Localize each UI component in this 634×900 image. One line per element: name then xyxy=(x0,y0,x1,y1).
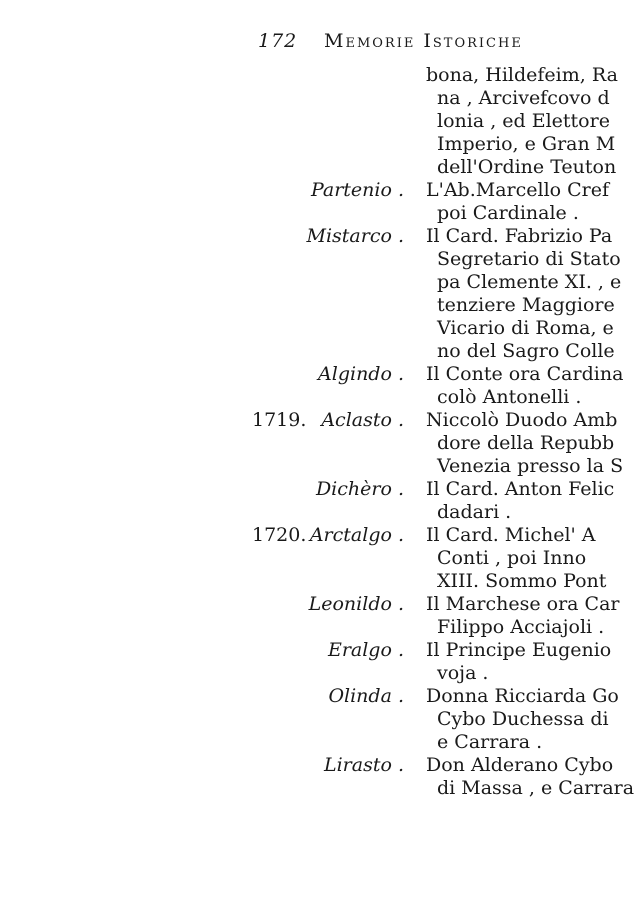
description-line: dadari . xyxy=(437,501,512,523)
description-line: L'Ab.Marcello Cref xyxy=(426,179,610,201)
description-line: bona, Hildefeim, Ra xyxy=(426,64,618,86)
entry-pseudonym: Aclasto . xyxy=(321,409,404,431)
entry-description xyxy=(426,639,612,685)
entry-pseudonym: Eralgo . xyxy=(327,639,404,661)
description-line: dell'Ordine Teuton xyxy=(437,156,617,178)
description-line: XIII. Sommo Pont xyxy=(437,570,607,592)
description-line: di Massa , e Carrara xyxy=(437,777,634,799)
description-line: no del Sagro Colle xyxy=(437,340,615,362)
list-item xyxy=(0,754,634,800)
entry-description xyxy=(426,363,624,409)
description-line: Donna Ricciarda Go xyxy=(426,685,619,707)
list-item xyxy=(0,179,610,225)
description-line: dore della Repubb xyxy=(437,432,615,454)
list-item xyxy=(0,64,618,179)
description-line: Cybo Duchessa di xyxy=(437,708,609,730)
entry-description xyxy=(426,478,615,524)
description-line: colò Antonelli . xyxy=(437,386,582,408)
entry-year: 1720. xyxy=(252,524,307,546)
description-line: pa Clemente XI. , e xyxy=(437,271,622,293)
entry-description xyxy=(426,225,622,363)
entry-pseudonym: Mistarco . xyxy=(306,225,404,247)
entry-description xyxy=(426,593,620,639)
entry-description xyxy=(426,179,610,225)
list-item xyxy=(0,639,612,685)
list-item xyxy=(0,478,615,524)
list-item xyxy=(0,524,607,593)
description-line: Venezia presso la S xyxy=(437,455,624,477)
entry-pseudonym: Partenio . xyxy=(310,179,404,201)
page-number: 172 xyxy=(258,30,298,52)
description-line: Il Marchese ora Car xyxy=(426,593,620,615)
entry-description xyxy=(426,524,607,593)
entry-description xyxy=(426,685,619,754)
list-item xyxy=(0,685,619,754)
description-line: lonia , ed Elettore xyxy=(437,110,610,132)
entry-year: 1719. xyxy=(252,409,307,431)
entry-pseudonym: Dichèro . xyxy=(315,478,404,500)
entry-description xyxy=(426,409,624,478)
running-header xyxy=(258,30,602,52)
entry-pseudonym: Lirasto . xyxy=(323,754,404,776)
list-item xyxy=(0,225,622,363)
list-item xyxy=(0,363,624,409)
description-line: Il Card. Fabrizio Pa xyxy=(426,225,613,247)
description-line: Il Card. Michel' A xyxy=(426,524,596,546)
description-line: Segretario di Stato xyxy=(437,248,621,270)
description-line: Niccolò Duodo Amb xyxy=(426,409,618,431)
list-item xyxy=(0,409,624,478)
description-line: Conti , poi Inno xyxy=(437,547,587,569)
entry-pseudonym: Olinda . xyxy=(328,685,404,707)
entries-list xyxy=(0,64,634,800)
description-line: Filippo Acciajoli . xyxy=(437,616,605,638)
entry-pseudonym: Algindo . xyxy=(318,363,404,385)
running-title: Memorie Istoriche xyxy=(324,30,523,52)
description-line: tenziere Maggiore xyxy=(437,294,615,316)
description-line: Il Principe Eugenio xyxy=(426,639,612,661)
description-line: na , Arcivefcovo d xyxy=(437,87,610,109)
description-line: voja . xyxy=(437,662,489,684)
entry-pseudonym: Leonildo . xyxy=(308,593,404,615)
description-line: Imperio, e Gran M xyxy=(437,133,616,155)
description-line: Don Alderano Cybo xyxy=(426,754,614,776)
description-line: e Carrara . xyxy=(437,731,543,753)
description-line: Il Conte ora Cardina xyxy=(426,363,624,385)
list-item xyxy=(0,593,620,639)
entry-description xyxy=(426,64,618,179)
entry-description xyxy=(426,754,634,800)
description-line: poi Cardinale . xyxy=(437,202,579,224)
description-line: Vicario di Roma, e xyxy=(437,317,614,339)
description-line: Il Card. Anton Felic xyxy=(426,478,615,500)
entry-pseudonym: Arctalgo . xyxy=(309,524,404,546)
